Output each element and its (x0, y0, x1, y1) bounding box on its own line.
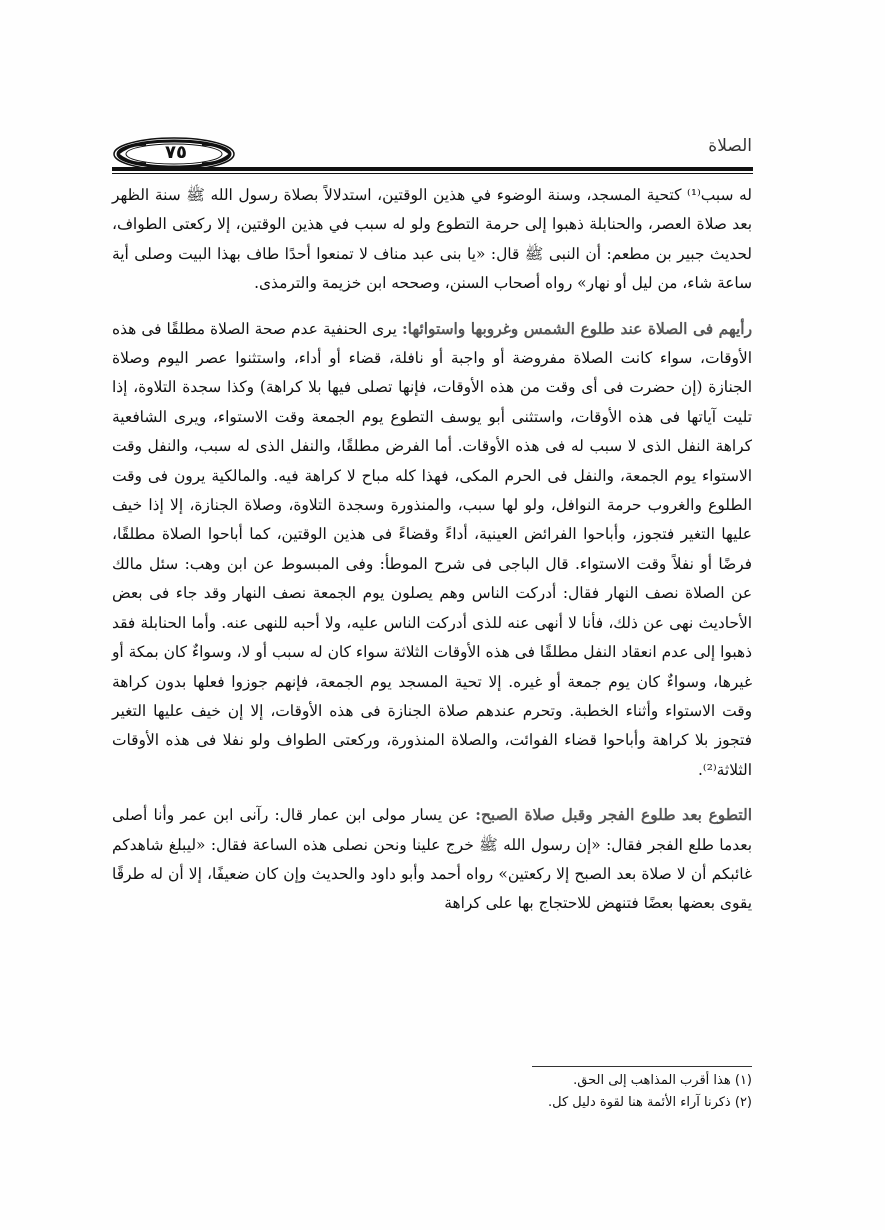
paragraph-heading: رأيهم فى الصلاة عند طلوع الشمس وغروبها واستوائها: (401, 319, 752, 338)
page-number: ٧٥ (165, 142, 187, 163)
footnote: (٢) ذكرنا آراء الأئمة هنا لقوة دليل كل. (547, 1095, 752, 1110)
paragraph (112, 801, 752, 919)
footnotes (112, 1070, 752, 1114)
footnote: (١) هذا أقرب المذاهب إلى الحق. (573, 1073, 752, 1088)
paragraph-heading: التطوع بعد طلوع الفجر وقبل صلاة الصبح: (475, 806, 752, 825)
paragraph (112, 315, 752, 786)
header-rule-thin (112, 173, 753, 174)
footnote-divider (532, 1066, 752, 1067)
paragraph-text: له سبب⁽¹⁾ كتحية المسجد، وسنة الوضوء في هذين الوقتين، استدلالاً بصلاة رسول الله ﷺ سنة الظهر بعد صلاة العصر، والحنابلة ذهبوا إلى حرمة التطوع ولو له سبب في هذين الوقتين، إلا ركعتى الطواف، لحديث جبير بن مطعم: أن النبى ﷺ قال: «يا بنى عبد مناف لا تمنعوا أحدًا طاف بهذا البيت وصلى أية ساعة شاء، من ليل أو نهار» رواه أصحاب السنن، وصححه ابن خزيمة والترمذى. (112, 186, 752, 293)
body-text (112, 181, 752, 935)
paragraph-text: عن يسار مولى ابن عمار قال: رآنى ابن عمر وأنا أصلى بعدما طلع الفجر فقال: «إن رسول الله ﷺ خرج علينا ونحن نصلى هذه الساعة فقال: «ليبلغ شاهدكم غائبكم أن لا صلاة بعد الصبح إلا ركعتين» رواه أحمد وأبو داود والحديث وإن كان ضعيفًا، إلا أن له طرقًا يقوى بعضها بعضًا فتنهض للاحتجاج بها على كراهة (112, 806, 752, 913)
paragraph (112, 181, 752, 299)
paragraph-text: يرى الحنفية عدم صحة الصلاة مطلقًا فى هذه الأوقات، سواء كانت الصلاة مفروضة أو واجبة أو نافلة، قضاء أو أداء، واستثنوا عصر اليوم وصلاة الجنازة (إن حضرت فى أى وقت من هذه الأوقات، فإنها تصلى فيها بلا كراهة) وكذا سجدة التلاوة، إذا تليت آياتها فى هذه الأوقات، واستثنى أبو يوسف التطوع يوم الجمعة وقت الاستواء، ويرى الشافعية كراهة النفل الذى لا سبب له فى هذه الأوقات. أما الفرض مطلقًا، والنفل الذى له سبب، والنفل وقت الاستواء يوم الجمعة، والنفل فى الحرم المكى، فهذا كله مباح لا كراهة فيه. والمالكية يرون فى وقت الطلوع والغروب حرمة النوافل، ولو لها سبب، والمنذورة وسجدة التلاوة، وصلاة الجنازة، إلا إذا خيف عليها التغير فتجوز، وأباحوا الفرائض العينية، أداءً وقضاءً فى هذين الوقتين، كما أباحوا الصلاة مطلقًا، فرضًا أو نفلاً وقت الاستواء. قال الباجى فى شرح الموطأ: وفى المبسوط عن ابن وهب: سئل مالك عن الصلاة نصف النهار فقال: أدركت الناس وهم يصلون يوم الجمعة نصف النهار وقد جاء فى بعض الأحاديث نهى عن ذلك، فأنا لا أنهى عنه للذى أدركت الناس عليه، ولا أحبه للنهى عنه. وأما الحنابلة فقد ذهبوا إلى عدم انعقاد النفل مطلقًا فى هذه الأوقات الثلاثة سواء كان له سبب أو لا، وسواءٌ كان بمكة أو غيرها، وسواءٌ كان يوم جمعة أو غيره. إلا تحية المسجد يوم الجمعة، فإنهم جوزوا فعلها بدون كراهة وقت الاستواء وأثناء الخطبة. وتحرم عندهم صلاة الجنازة فى هذه الأوقات، إلا إن خيف عليها التغير فتجوز بلا كراهة وأباحوا قضاء الفوائت، والصلاة المنذورة، وركعتى الطواف ولو نفلا فى هذه الأوقات الثلاثة⁽²⁾. (112, 319, 752, 779)
running-title: الصلاة (708, 136, 752, 156)
header-rule (112, 167, 753, 171)
